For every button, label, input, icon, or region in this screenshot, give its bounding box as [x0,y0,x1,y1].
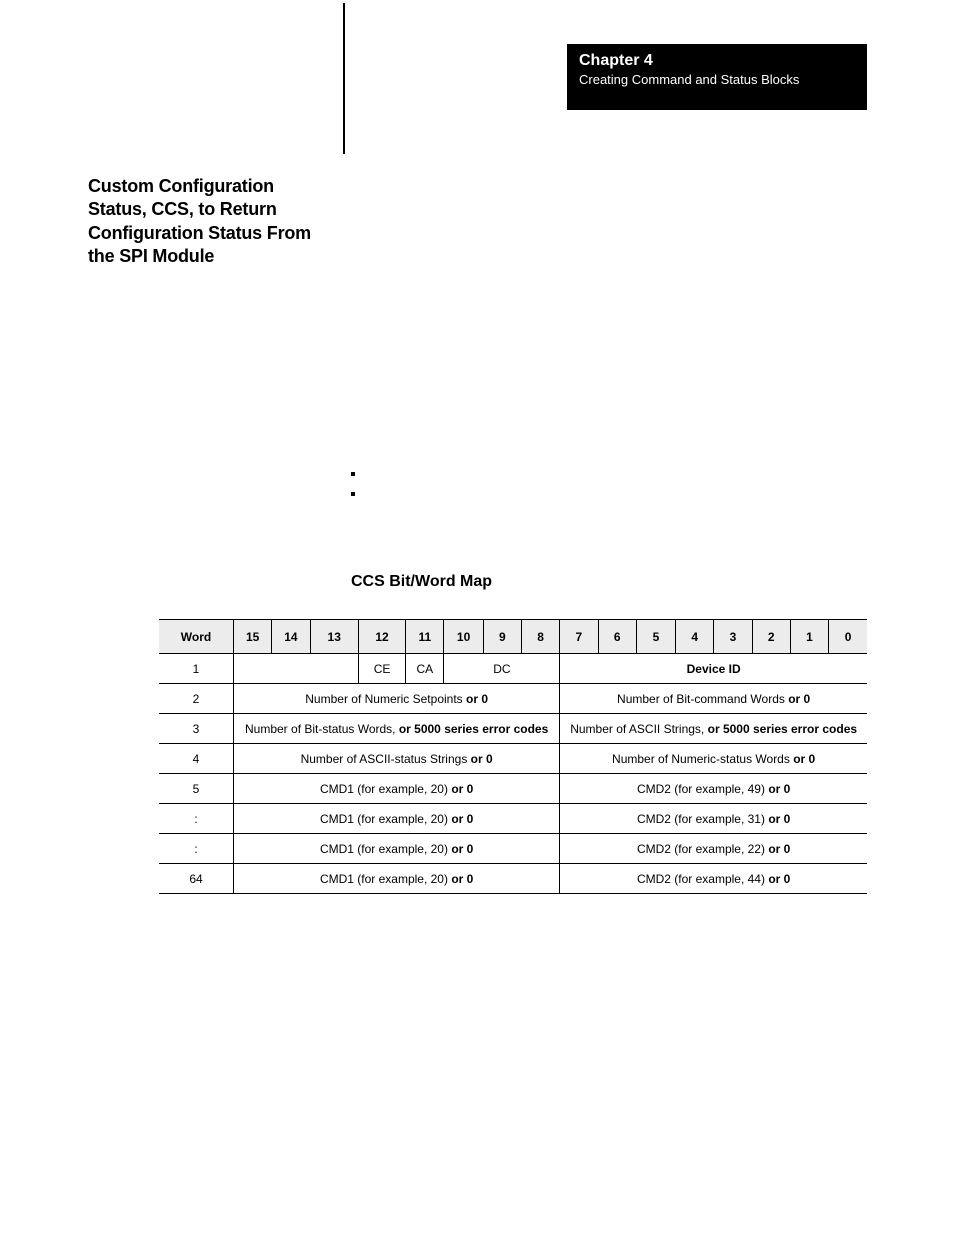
word-number: 64 [159,864,234,894]
column-header-bit: 15 [234,620,272,654]
cell-text-bold: or 0 [470,751,493,766]
high-byte-cell [234,864,560,894]
margin-rule [343,3,345,154]
low-byte-cell [560,684,867,714]
chapter-number: Chapter 4 [579,52,653,69]
column-header-bit: 13 [310,620,358,654]
cell-text-bold: or 0 [768,871,791,886]
chapter-header [567,44,867,110]
cell-text: CMD1 (for example, 20) [319,811,452,826]
ca-bit-cell: CA [406,654,444,684]
cell-text-bold: or 0 [788,691,811,706]
ccs-bit-word-map-table [159,619,867,894]
cell-text: Number of Bit-status Words, [245,721,399,736]
low-byte-cell [560,864,867,894]
table-row [159,774,867,804]
bullet-list [351,472,355,512]
dc-bits-cell: DC [444,654,560,684]
table-row [159,864,867,894]
cell-text-bold: or 0 [451,811,474,826]
column-header-bit: 3 [714,620,752,654]
high-byte-cell [234,774,560,804]
section-heading: Custom Configuration Status, CCS, to Return Configuration Status From the SPI Module [88,176,311,266]
cell-text-bold: or 0 [768,841,791,856]
low-byte-cell [560,744,867,774]
cell-text-bold: or 0 [793,751,816,766]
table-row [159,714,867,744]
column-header-bit: 4 [676,620,714,654]
high-byte-cell [234,834,560,864]
cell-text: CMD1 (for example, 20) [319,841,452,856]
cell-text-bold: or 0 [451,871,474,886]
cell-text-bold: or 5000 series error codes [707,721,858,736]
word-number: 3 [159,714,234,744]
cell-text-bold: or 0 [451,841,474,856]
column-header-bit: 9 [483,620,521,654]
cell-text-bold: or 0 [451,781,474,796]
cell-text: CMD1 (for example, 20) [319,781,452,796]
low-byte-cell [560,804,867,834]
device-id-cell: Device ID [560,654,867,684]
word-number: 2 [159,684,234,714]
high-byte-cell [234,684,560,714]
cell-text: CMD2 (for example, 31) [636,811,769,826]
column-header-bit: 6 [598,620,636,654]
cell-text: CMD2 (for example, 49) [636,781,769,796]
cell-text: CMD2 (for example, 22) [636,841,769,856]
high-byte-cell [234,804,560,834]
reserved-bits-cell [234,654,359,684]
table-row [159,804,867,834]
cell-text: CMD1 (for example, 20) [319,871,452,886]
chapter-subtitle: Creating Command and Status Blocks [579,72,800,87]
column-header-bit: 2 [752,620,790,654]
low-byte-cell [560,714,867,744]
cell-text-bold: or 0 [466,691,489,706]
column-header-bit: 10 [444,620,483,654]
column-header-bit: 5 [636,620,675,654]
word-number: 5 [159,774,234,804]
cell-text: CMD2 (for example, 44) [636,871,769,886]
cell-text-bold: or 5000 series error codes [398,721,549,736]
word-number: 1 [159,654,234,684]
column-header-bit: 0 [829,620,867,654]
column-header-bit: 14 [272,620,310,654]
high-byte-cell [234,714,560,744]
table-caption: CCS Bit/Word Map [351,573,493,590]
column-header-bit: 12 [358,620,405,654]
high-byte-cell [234,744,560,774]
cell-text: Number of ASCII Strings, [570,721,708,736]
column-header-bit: 1 [790,620,828,654]
cell-text-bold: or 0 [768,811,791,826]
word-number: : [159,834,234,864]
column-header-bit: 11 [406,620,444,654]
cell-text: Number of Numeric Setpoints [305,691,466,706]
ce-bit-cell: CE [358,654,405,684]
bullet-marker [351,492,355,496]
low-byte-cell [560,774,867,804]
word-number: 4 [159,744,234,774]
table-row [159,654,867,684]
low-byte-cell [560,834,867,864]
cell-text: Number of Numeric-status Words [612,751,794,766]
table-row [159,744,867,774]
bullet-marker [351,472,355,476]
cell-text-bold: or 0 [768,781,791,796]
cell-text: Number of ASCII-status Strings [300,751,471,766]
table-header-row [159,620,867,654]
word-number: : [159,804,234,834]
cell-text: Number of Bit-command Words [617,691,789,706]
column-header-bit: 7 [560,620,598,654]
column-header-bit: 8 [522,620,560,654]
table-row [159,684,867,714]
column-header-word: Word [159,620,234,654]
table-row [159,834,867,864]
